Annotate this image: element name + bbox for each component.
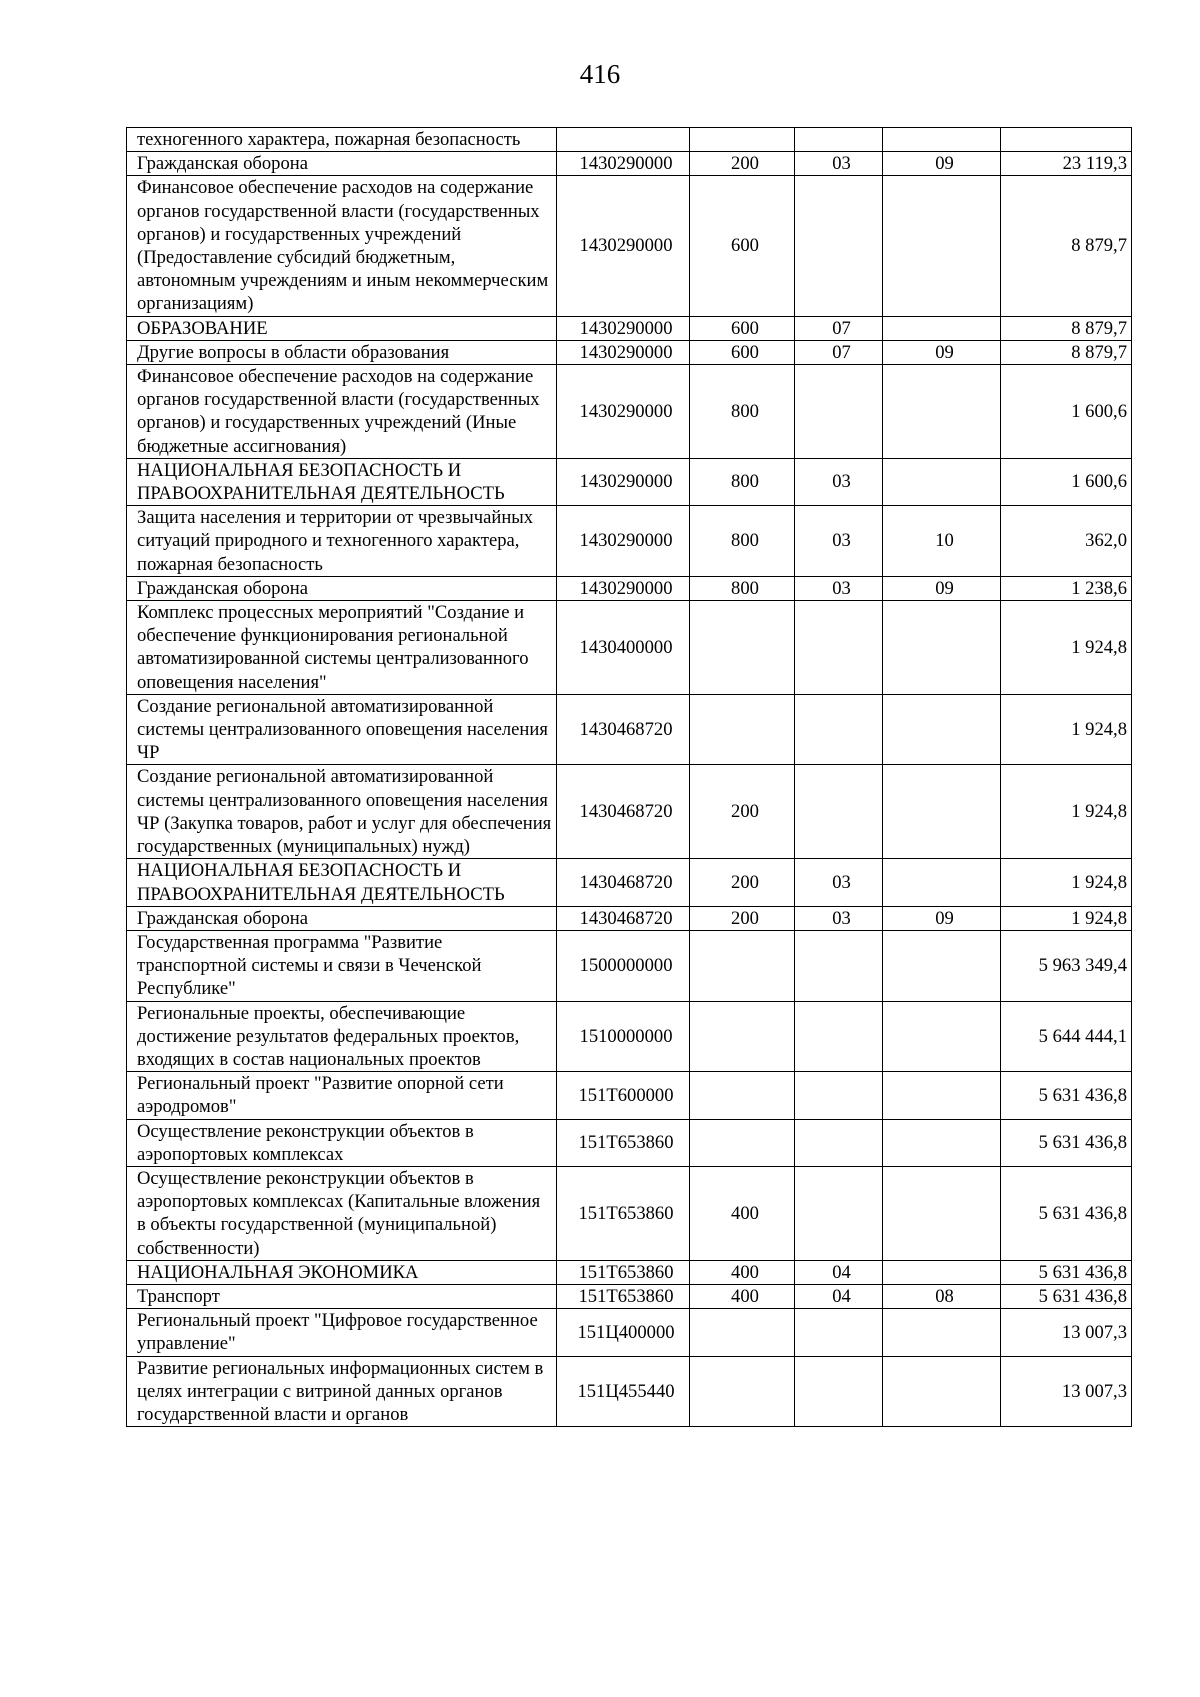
row-expense-type [690,694,795,765]
table-row [127,176,1132,316]
row-name: Защита населения и территории от чрезвычайных ситуаций природного и техногенного характера, пожарная безопасность [127,506,557,577]
row-target-code: 1430290000 [557,506,690,577]
row-target-code: 1430468720 [557,859,690,906]
row-amount: 8 879,7 [1001,176,1132,316]
row-expense-type [690,601,795,695]
row-target-code: 1430290000 [557,152,690,176]
table-row [127,506,1132,577]
row-name: НАЦИОНАЛЬНАЯ БЕЗОПАСНОСТЬ И ПРАВООХРАНИТЕЛЬНАЯ ДЕЯТЕЛЬНОСТЬ [127,859,557,906]
table-row [127,128,1132,152]
table-row [127,1001,1132,1072]
row-subsection: 10 [883,506,1001,577]
row-subsection: 09 [883,906,1001,930]
row-section [795,1356,883,1427]
row-name: Осуществление реконструкции объектов в аэропортовых комплексах [127,1119,557,1166]
row-subsection [883,316,1001,340]
row-section [795,930,883,1001]
row-amount [1001,128,1132,152]
row-target-code: 151Т653860 [557,1166,690,1260]
row-section: 03 [795,458,883,505]
row-name: Гражданская оборона [127,152,557,176]
row-section: 07 [795,340,883,364]
row-target-code: 1430400000 [557,601,690,695]
row-expense-type: 800 [690,576,795,600]
table-row [127,601,1132,695]
row-subsection [883,694,1001,765]
row-name: Государственная программа "Развитие транспортной системы и связи в Чеченской Республике" [127,930,557,1001]
row-name: Комплекс процессных мероприятий "Создание и обеспечение функционирования региональной автоматизированной системы централизованного оповещения населения" [127,601,557,695]
row-section [795,694,883,765]
table-row [127,906,1132,930]
row-name: Финансовое обеспечение расходов на содержание органов государственной власти (государственных органов) и государственных учреждений (Иные бюджетные ассигнования) [127,365,557,459]
table-row [127,1356,1132,1427]
row-amount: 1 600,6 [1001,365,1132,459]
row-subsection [883,128,1001,152]
table-row [127,152,1132,176]
table-row [127,930,1132,1001]
row-amount: 5 631 436,8 [1001,1072,1132,1119]
table-row [127,1284,1132,1308]
row-expense-type [690,930,795,1001]
row-amount: 362,0 [1001,506,1132,577]
row-expense-type: 200 [690,859,795,906]
row-expense-type: 400 [690,1260,795,1284]
row-expense-type: 200 [690,906,795,930]
row-subsection [883,1309,1001,1356]
row-target-code: 1430290000 [557,458,690,505]
row-expense-type: 800 [690,365,795,459]
row-section [795,601,883,695]
table-row [127,458,1132,505]
row-target-code: 1430290000 [557,576,690,600]
row-target-code: 1510000000 [557,1001,690,1072]
row-amount: 1 238,6 [1001,576,1132,600]
row-amount: 1 924,8 [1001,859,1132,906]
row-name: Транспорт [127,1284,557,1308]
row-expense-type [690,1119,795,1166]
row-target-code: 1500000000 [557,930,690,1001]
row-subsection: 09 [883,340,1001,364]
row-expense-type: 400 [690,1284,795,1308]
table-row [127,1309,1132,1356]
row-amount: 1 924,8 [1001,906,1132,930]
table-row [127,1166,1132,1260]
row-subsection [883,1119,1001,1166]
row-name: техногенного характера, пожарная безопасность [127,128,557,152]
row-name: Гражданская оборона [127,576,557,600]
row-target-code: 1430290000 [557,365,690,459]
row-amount: 5 631 436,8 [1001,1284,1132,1308]
row-expense-type: 200 [690,152,795,176]
row-section [795,1166,883,1260]
row-subsection: 08 [883,1284,1001,1308]
row-name: Финансовое обеспечение расходов на содержание органов государственной власти (государственных органов) и государственных учреждений (Предоставление субсидий бюджетным, автономным учреждениям и иным некоммерческим организациям) [127,176,557,316]
row-subsection [883,1260,1001,1284]
table-row [127,765,1132,859]
row-name: Региональный проект "Цифровое государственное управление" [127,1309,557,1356]
row-subsection [883,176,1001,316]
row-amount: 5 631 436,8 [1001,1119,1132,1166]
row-amount: 5 631 436,8 [1001,1166,1132,1260]
row-subsection [883,365,1001,459]
row-subsection [883,930,1001,1001]
row-expense-type [690,1309,795,1356]
row-section: 07 [795,316,883,340]
row-section [795,1072,883,1119]
row-amount: 1 600,6 [1001,458,1132,505]
row-name: Осуществление реконструкции объектов в аэропортовых комплексах (Капитальные вложения в объекты государственной (муниципальной) собственности) [127,1166,557,1260]
table-row [127,576,1132,600]
row-name: ОБРАЗОВАНИЕ [127,316,557,340]
row-name: Региональный проект "Развитие опорной сети аэродромов" [127,1072,557,1119]
row-amount: 5 631 436,8 [1001,1260,1132,1284]
row-target-code: 151Ц455440 [557,1356,690,1427]
row-subsection [883,601,1001,695]
row-section: 04 [795,1260,883,1284]
row-target-code: 151Т600000 [557,1072,690,1119]
row-section: 04 [795,1284,883,1308]
table-row [127,365,1132,459]
row-amount: 1 924,8 [1001,601,1132,695]
row-expense-type [690,1072,795,1119]
row-amount: 1 924,8 [1001,765,1132,859]
table-row [127,1260,1132,1284]
row-subsection [883,1072,1001,1119]
row-section [795,1119,883,1166]
row-amount: 13 007,3 [1001,1356,1132,1427]
row-target-code: 151Т653860 [557,1284,690,1308]
table-row [127,1072,1132,1119]
row-expense-type: 600 [690,316,795,340]
row-expense-type: 800 [690,506,795,577]
row-name: Региональные проекты, обеспечивающие достижение результатов федеральных проектов, входящих в состав национальных проектов [127,1001,557,1072]
row-name: Создание региональной автоматизированной системы централизованного оповещения населения ЧР (Закупка товаров, работ и услуг для обеспечения государственных (муниципальных) нужд) [127,765,557,859]
row-subsection [883,1166,1001,1260]
table-row [127,1119,1132,1166]
row-section: 03 [795,152,883,176]
row-name: Создание региональной автоматизированной системы централизованного оповещения населения ЧР [127,694,557,765]
row-section [795,176,883,316]
row-name: НАЦИОНАЛЬНАЯ ЭКОНОМИКА [127,1260,557,1284]
row-target-code: 1430468720 [557,765,690,859]
row-section [795,1309,883,1356]
row-target-code: 1430290000 [557,340,690,364]
row-target-code: 1430290000 [557,316,690,340]
row-target-code: 1430468720 [557,906,690,930]
row-expense-type: 600 [690,176,795,316]
row-subsection [883,458,1001,505]
row-expense-type [690,1001,795,1072]
row-expense-type [690,128,795,152]
budget-table [126,127,1132,1427]
row-expense-type [690,1356,795,1427]
row-subsection [883,1356,1001,1427]
row-name: Развитие региональных информационных систем в целях интеграции с витриной данных органов государственной власти и органов [127,1356,557,1427]
row-expense-type: 400 [690,1166,795,1260]
row-subsection [883,765,1001,859]
table-row [127,340,1132,364]
row-target-code: 151Ц400000 [557,1309,690,1356]
row-target-code: 1430290000 [557,176,690,316]
row-expense-type: 200 [690,765,795,859]
row-name: Другие вопросы в области образования [127,340,557,364]
row-subsection: 09 [883,152,1001,176]
row-amount: 13 007,3 [1001,1309,1132,1356]
row-section: 03 [795,506,883,577]
row-amount: 8 879,7 [1001,340,1132,364]
row-amount: 5 644 444,1 [1001,1001,1132,1072]
row-target-code: 151Т653860 [557,1119,690,1166]
row-target-code: 151Т653860 [557,1260,690,1284]
row-expense-type: 800 [690,458,795,505]
row-subsection [883,1001,1001,1072]
row-section: 03 [795,859,883,906]
row-amount: 8 879,7 [1001,316,1132,340]
table-row [127,694,1132,765]
row-amount: 1 924,8 [1001,694,1132,765]
row-section [795,365,883,459]
table-row [127,316,1132,340]
row-section: 03 [795,576,883,600]
row-subsection [883,859,1001,906]
row-name: НАЦИОНАЛЬНАЯ БЕЗОПАСНОСТЬ И ПРАВООХРАНИТЕЛЬНАЯ ДЕЯТЕЛЬНОСТЬ [127,458,557,505]
row-section [795,765,883,859]
row-amount: 5 963 349,4 [1001,930,1132,1001]
row-amount: 23 119,3 [1001,152,1132,176]
row-section [795,1001,883,1072]
row-section [795,128,883,152]
row-section: 03 [795,906,883,930]
row-target-code [557,128,690,152]
page-number: 416 [579,59,621,89]
table-row [127,859,1132,906]
row-target-code: 1430468720 [557,694,690,765]
row-expense-type: 600 [690,340,795,364]
row-name: Гражданская оборона [127,906,557,930]
row-subsection: 09 [883,576,1001,600]
